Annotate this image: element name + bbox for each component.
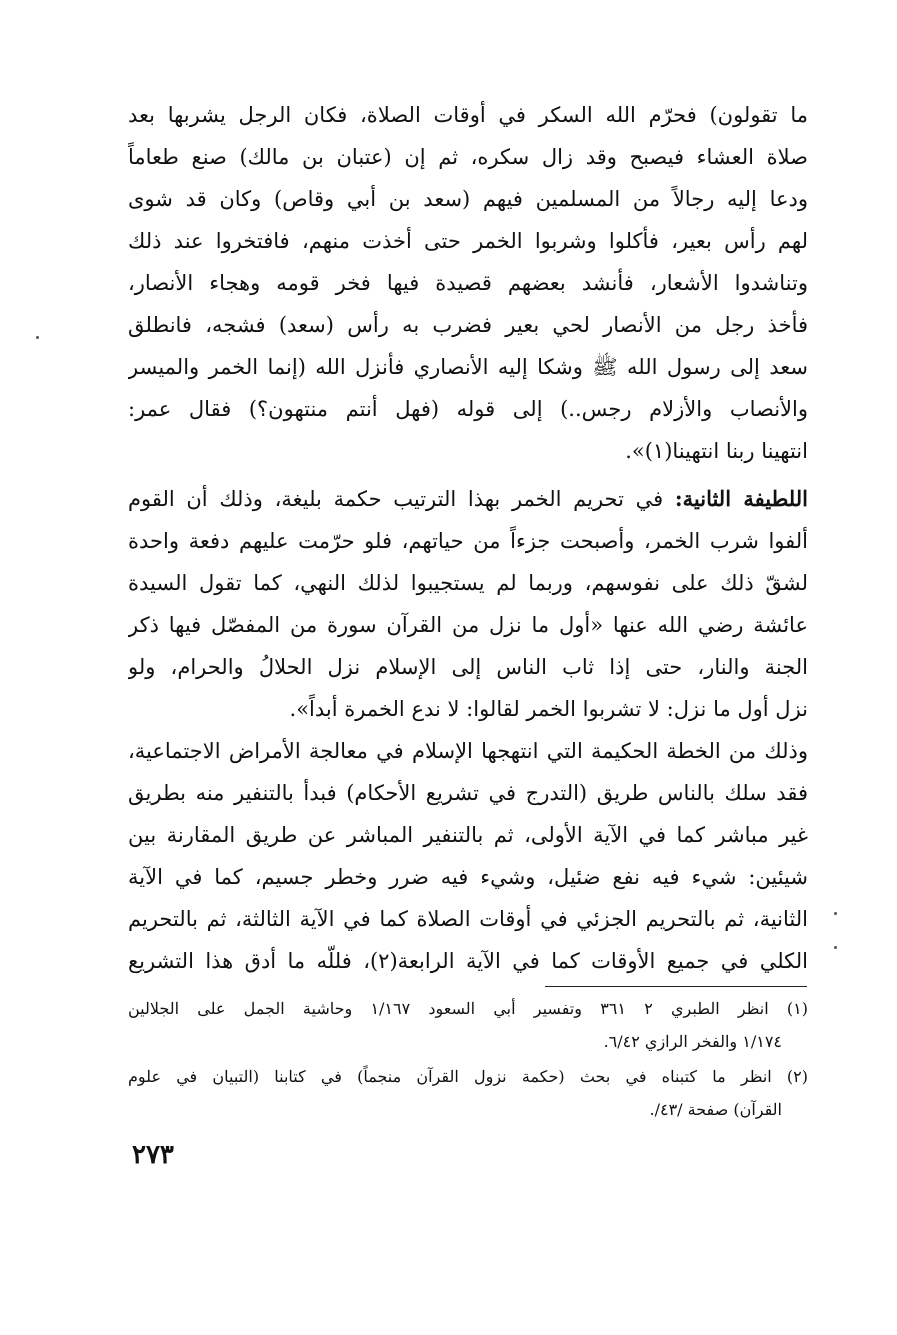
scan-speck bbox=[36, 336, 39, 339]
page-number: ٢٧٣ bbox=[132, 1140, 174, 1170]
text-line: ألفوا شرب الخمر، وأصبحت جزءاً من حياتهم، فلو حرّمت عليهم دفعة واحدة bbox=[128, 529, 808, 553]
text-line: الجنة والنار، حتى إذا ثاب الناس إلى الإسلام نزل الحلالُ والحرام، ولو bbox=[128, 655, 808, 679]
text-line-content: في تحريم الخمر بهذا الترتيب حكمة بليغة، وذلك أن القوم bbox=[128, 487, 664, 511]
text-line: شيئين: شيء فيه نفع ضئيل، وشيء فيه ضرر وخطر جسيم، كما في الآية bbox=[128, 865, 808, 889]
footnote-line: القرآن) صفحة /٤٣/. bbox=[649, 1100, 782, 1119]
text-line: ودعا إليه رجالاً من المسلمين فيهم (سعد بن أبي وقاص) وكان قد شوى bbox=[128, 187, 808, 211]
text-line: الثانية، ثم بالتحريم الجزئي في أوقات الصلاة كما في الآية الثالثة، ثم بالتحريم bbox=[128, 907, 808, 931]
text-line: سعد إلى رسول الله ﷺ وشكا إليه الأنصاري فأنزل الله (إنما الخمر والميسر bbox=[128, 355, 808, 379]
footnotes bbox=[128, 992, 808, 1126]
text-line: غير مباشر كما في الآية الأولى، ثم بالتنفير المباشر عن طريق المقارنة بين bbox=[128, 823, 808, 847]
text-line: فأخذ رجل من الأنصار لحي بعير فضرب به رأس (سعد) فشجه، فانطلق bbox=[128, 313, 808, 337]
text-line: انتهينا ربنا انتهينا(١)». bbox=[625, 439, 808, 463]
text-line: عائشة رضي الله عنها «أول ما نزل من القرآن سورة من المفصّل فيها ذكر bbox=[128, 613, 808, 637]
text-line: صلاة العشاء فيصبح وقد زال سكره، ثم إن (عتبان بن مالك) صنع طعاماً bbox=[128, 145, 808, 169]
paragraph-2 bbox=[128, 478, 808, 730]
paragraph-3 bbox=[128, 730, 808, 982]
text-line: وتناشدوا الأشعار، فأنشد بعضهم قصيدة فيها فخر قومه وهجاء الأنصار، bbox=[128, 271, 808, 295]
footnote-line: (٢) انظر ما كتبناه في بحث (حكمة نزول القرآن منجماً) في كتابنا (التبيان في علوم bbox=[128, 1067, 808, 1086]
scan-speck bbox=[834, 946, 837, 949]
footnote-line: ١/١٧٤ والفخر الرازي ٦/٤٢. bbox=[603, 1032, 782, 1051]
footnote-1 bbox=[128, 992, 808, 1058]
text-line: الكلي في جميع الأوقات كما في الآية الرابعة(٢)، فللّه ما أدق هذا التشريع bbox=[128, 949, 808, 973]
text-line: لهم رأس بعير، فأكلوا وشربوا الخمر حتى أخذت منهم، فافتخروا عند ذلك bbox=[128, 229, 808, 253]
text-line: والأنصاب والأزلام رجس..) إلى قوله (فهل أنتم منتهون؟) فقال عمر: bbox=[128, 397, 808, 421]
footnote-2 bbox=[128, 1060, 808, 1126]
paragraph-1 bbox=[128, 94, 808, 472]
text-line: لشقّ ذلك على نفوسهم، وربما لم يستجيبوا لذلك النهي، كما تقول السيدة bbox=[128, 571, 808, 595]
footnote-separator bbox=[545, 986, 807, 987]
text-line: ما تقولون) فحرّم الله السكر في أوقات الصلاة، فكان الرجل يشربها بعد bbox=[128, 103, 808, 127]
text-line: وذلك من الخطة الحكيمة التي انتهجها الإسلام في معالجة الأمراض الاجتماعية، bbox=[128, 739, 808, 763]
footnote-line: (١) انظر الطبري ٢ ٣٦١ وتفسير أبي السعود ١/١٦٧ وحاشية الجمل على الجلالين bbox=[128, 999, 808, 1018]
text-line: نزل أول ما نزل: لا تشربوا الخمر لقالوا: لا ندع الخمرة أبداً». bbox=[289, 697, 808, 721]
scan-speck bbox=[834, 912, 837, 915]
section-heading: اللطيفة الثانية: bbox=[674, 486, 808, 511]
text-line: فقد سلك بالناس طريق (التدرج في تشريع الأحكام) فبدأ بالتنفير منه بطريق bbox=[128, 781, 808, 805]
text-line bbox=[128, 478, 808, 520]
